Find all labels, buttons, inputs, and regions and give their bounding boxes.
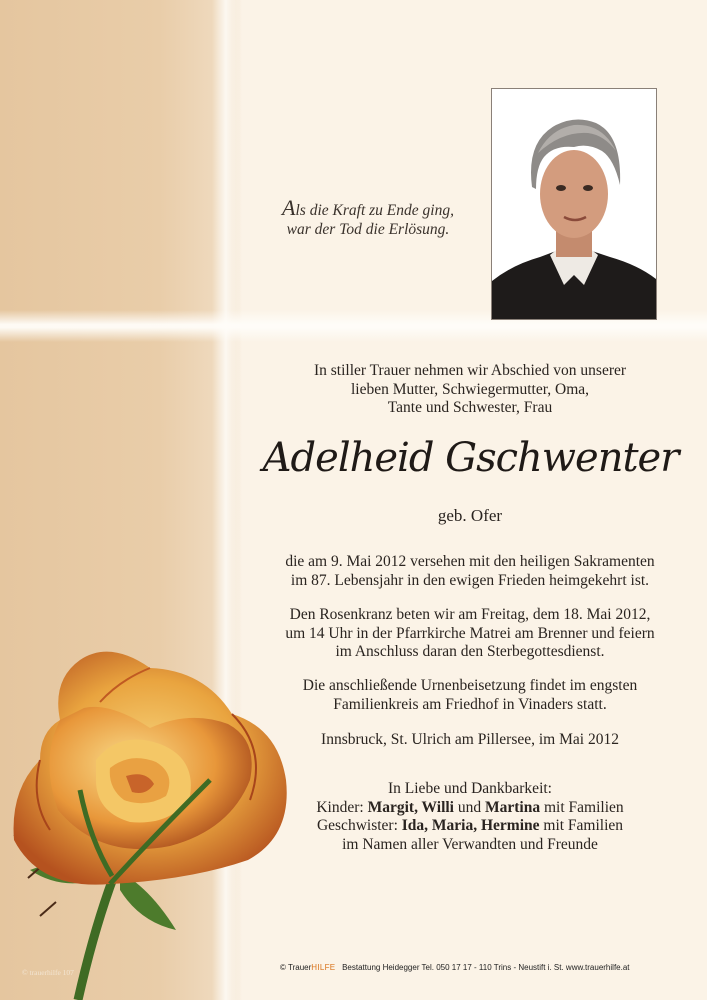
portrait-image [492,89,656,319]
quote-initial: A [282,195,296,220]
siblings-label: Geschwister: [316,817,398,834]
mourners-heading: In Liebe und Dankbarkeit: [388,780,552,797]
rose-illustration [0,640,290,1000]
death-line-2: im 87. Lebensjahr in den ewigen Frieden heimgekehrt ist. [290,571,650,589]
burial-notice [250,677,690,714]
children-suffix: mit Familien [543,798,624,816]
children-names-a: Margit, Willi [367,798,454,816]
footer [280,963,700,972]
children-label: Kinder: [316,798,364,816]
death-notice [250,553,690,590]
mourners-list [250,780,690,854]
intro-line-2: lieben Mutter, Schwiegermutter, Oma, [350,380,590,398]
children-names-b: Martina [485,798,541,816]
siblings-names: Ida, Maria, Hermine [401,817,540,834]
siblings-line [250,817,690,836]
intro-text [250,362,690,418]
portrait-photo [491,88,657,320]
children-line [250,799,690,818]
others-line: im Namen aller Verwandten und Freunde [342,835,598,853]
place-date: Innsbruck, St. Ulrich am Pillersee, im Mai 2012 [321,731,619,748]
brand-logo: TrauerHILFE [287,963,336,972]
memorial-quote [258,195,478,239]
burial-line-1: Die anschließende Urnenbeisetzung findet im engsten [302,677,638,694]
footer-contact: Bestattung Heidegger Tel. 050 17 17 - 110 Trins - Neustift i. St. www.trauerhilfe.at [342,963,630,972]
quote-line-2: war der Tod die Erlösung. [286,221,450,238]
rosary-notice [250,606,690,662]
copyright-symbol: © [280,963,286,972]
intro-line-1: In stiller Trauer nehmen wir Abschied von unserer [313,362,627,379]
maiden-name: geb. Ofer [437,506,503,525]
siblings-suffix: mit Familien [543,817,624,834]
rosary-line-1: Den Rosenkranz beten wir am Freitag, dem 18. Mai 2012, [289,606,651,623]
quote-line-1: ls die Kraft zu Ende ging, [295,202,454,219]
death-line-1: die am 9. Mai 2012 versehen mit den heiligen Sakramenten [285,553,655,570]
rosary-line-3: im Anschluss daran den Sterbegottesdienst. [335,643,605,660]
deceased-name: Adelheid Gschwenter [262,435,679,481]
children-und: und [457,798,482,816]
burial-line-2: Familienkreis am Friedhof in Vinaders statt. [333,695,607,713]
intro-line-3: Tante und Schwester, Frau [387,399,553,416]
rosary-line-2: um 14 Uhr in der Pfarrkirche Matrei am Brenner und feiern [285,624,655,642]
watermark-text: © trauerhilfe 107 [22,968,74,977]
